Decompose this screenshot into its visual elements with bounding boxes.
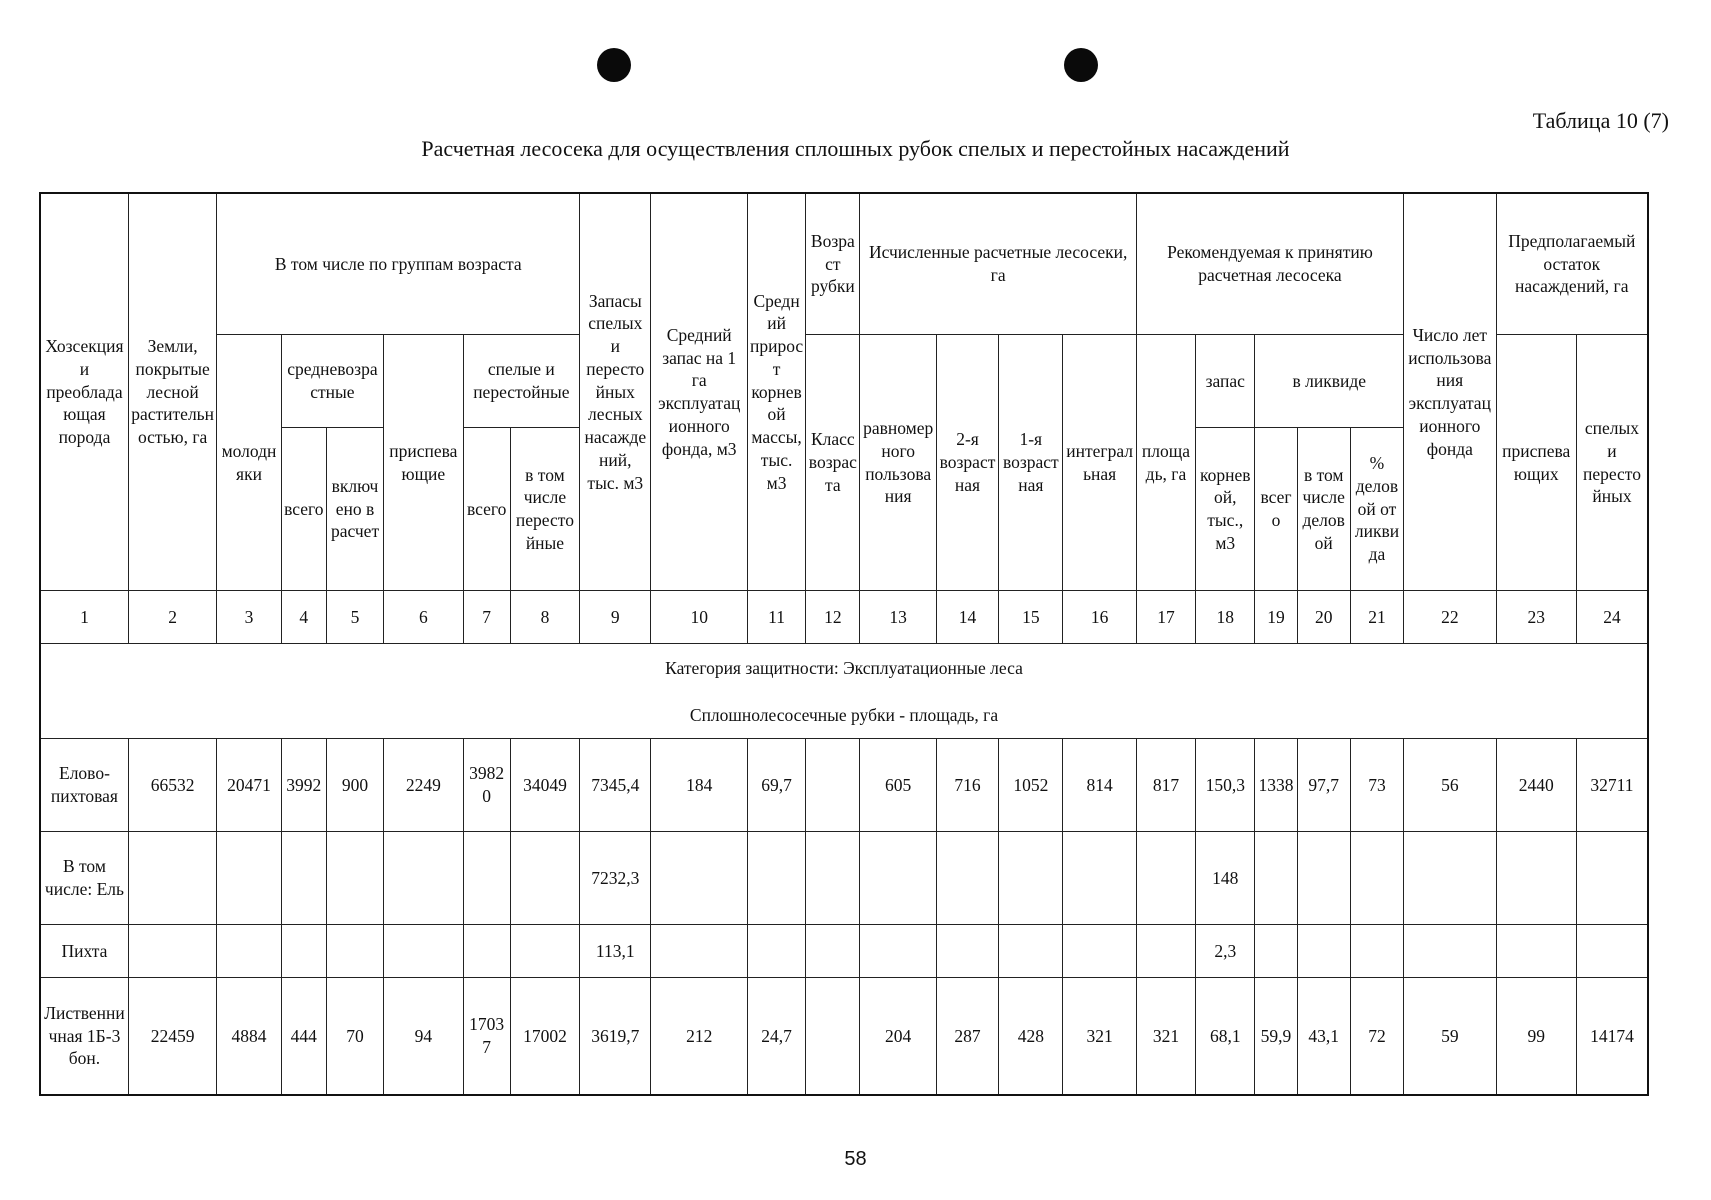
header-middle-total: всего	[281, 428, 326, 591]
header-overmature: в том числе перестойные	[510, 428, 579, 591]
table-cell: 148	[1196, 832, 1255, 925]
header-mature-total: всего	[463, 428, 510, 591]
table-cell	[806, 978, 860, 1096]
row-label: Елово-пихтовая	[40, 739, 128, 832]
row-label: Пихта	[40, 925, 128, 978]
table-cell	[1255, 925, 1297, 978]
header-integral: интегральная	[1063, 335, 1136, 591]
table-cell	[1350, 832, 1403, 925]
table-cell: 7232,3	[580, 832, 651, 925]
table-cell	[1255, 832, 1297, 925]
header-liquid-total: всего	[1255, 428, 1297, 591]
table-cell: 94	[384, 978, 463, 1096]
table-cell: 17037	[463, 978, 510, 1096]
column-number: 14	[936, 591, 998, 644]
column-number: 20	[1297, 591, 1350, 644]
column-numbers-row	[40, 591, 1648, 644]
header-liquid-commercial: в том числе деловой	[1297, 428, 1350, 591]
table-cell: 69,7	[747, 739, 805, 832]
table-cell: 7345,4	[580, 739, 651, 832]
header-ripening: приспевающие	[384, 335, 463, 591]
table-cell	[651, 832, 747, 925]
table-row	[40, 978, 1648, 1096]
column-number: 23	[1496, 591, 1576, 644]
header-stock: запас	[1196, 335, 1255, 428]
table-row	[40, 739, 1648, 832]
table-cell	[1496, 925, 1576, 978]
header-expected-remainder: Предполагаемый остаток насаждений, га	[1496, 193, 1648, 335]
table-cell	[1404, 832, 1496, 925]
table-cell: 817	[1136, 739, 1195, 832]
header-average-stock: Средний запас на 1 га эксплуатационного фонда, м3	[651, 193, 747, 591]
table-number: Таблица 10 (7)	[1532, 108, 1669, 133]
table-cell	[510, 832, 579, 925]
column-number: 6	[384, 591, 463, 644]
table-cell	[1576, 832, 1648, 925]
table-cell: 814	[1063, 739, 1136, 832]
table-cell: 97,7	[1297, 739, 1350, 832]
table-cell	[384, 832, 463, 925]
table-cell	[747, 925, 805, 978]
header-in-liquid: в ликвиде	[1255, 335, 1404, 428]
table-cell: 204	[860, 978, 936, 1096]
table-cell: 14174	[1576, 978, 1648, 1096]
data-table	[39, 192, 1649, 1096]
table-cell: 2440	[1496, 739, 1576, 832]
header-middle-aged: средневозрастные	[281, 335, 384, 428]
header-second-age: 2-я возрастная	[936, 335, 998, 591]
table-cell	[1297, 925, 1350, 978]
table-cell: 3992	[281, 739, 326, 832]
column-number: 13	[860, 591, 936, 644]
header-years-of-use: Число лет использования эксплуатационного фонда	[1404, 193, 1496, 591]
header-recommended-cut: Рекомендуемая к принятию расчетная лесосека	[1136, 193, 1403, 335]
column-number: 11	[747, 591, 805, 644]
table-cell: 34049	[510, 739, 579, 832]
table-cell	[1136, 925, 1195, 978]
table-cell	[806, 739, 860, 832]
table-cell	[1297, 832, 1350, 925]
table-cell	[281, 832, 326, 925]
column-number: 24	[1576, 591, 1648, 644]
table-cell	[806, 925, 860, 978]
column-number: 18	[1196, 591, 1255, 644]
header-age-class: Класс возраста	[806, 335, 860, 591]
table-cell	[510, 925, 579, 978]
header-mature-overmature: спелые и перестойные	[463, 335, 580, 428]
table-cell: 1052	[999, 739, 1063, 832]
header-section: Хозсекция и преобладающая порода	[40, 193, 128, 591]
table-cell: 43,1	[1297, 978, 1350, 1096]
table-row	[40, 832, 1648, 925]
table-cell: 444	[281, 978, 326, 1096]
header-middle-included: включено в расчет	[326, 428, 383, 591]
header-ripening-remainder: приспевающих	[1496, 335, 1576, 591]
header-area: площадь, га	[1136, 335, 1195, 591]
table-cell: 150,3	[1196, 739, 1255, 832]
table-cell: 321	[1063, 978, 1136, 1096]
table-cell	[1496, 832, 1576, 925]
table-cell: 17002	[510, 978, 579, 1096]
table-cell: 20471	[217, 739, 281, 832]
table-cell	[1136, 832, 1195, 925]
table-cell: 2,3	[1196, 925, 1255, 978]
punch-hole-right	[1064, 48, 1098, 82]
table-cell	[1063, 925, 1136, 978]
table-cell: 22459	[128, 978, 216, 1096]
header-uniform-use: равномерного пользования	[860, 335, 936, 591]
row-label: В том числе: Ель	[40, 832, 128, 925]
table-cell	[860, 925, 936, 978]
table-cell	[326, 925, 383, 978]
table-cell	[463, 925, 510, 978]
table-cell	[326, 832, 383, 925]
column-number: 8	[510, 591, 579, 644]
table-cell: 3619,7	[580, 978, 651, 1096]
table-cell: 1338	[1255, 739, 1297, 832]
column-number: 2	[128, 591, 216, 644]
header-age-groups: В том числе по группам возраста	[217, 193, 580, 335]
column-number: 15	[999, 591, 1063, 644]
table-cell: 900	[326, 739, 383, 832]
column-number: 17	[1136, 591, 1195, 644]
table-cell: 2249	[384, 739, 463, 832]
table-cell: 4884	[217, 978, 281, 1096]
column-number: 9	[580, 591, 651, 644]
table-cell: 24,7	[747, 978, 805, 1096]
header-root-stock: корневой, тыс., м3	[1196, 428, 1255, 591]
table-cell	[1063, 832, 1136, 925]
page-number: 58	[844, 1148, 867, 1170]
table-cell	[1350, 925, 1403, 978]
table-cell: 70	[326, 978, 383, 1096]
table-cell	[936, 925, 998, 978]
punch-hole-left	[597, 48, 631, 82]
column-number: 22	[1404, 591, 1496, 644]
table-cell: 716	[936, 739, 998, 832]
table-cell	[217, 832, 281, 925]
table-cell: 99	[1496, 978, 1576, 1096]
cutting-type: Сплошнолесосечные рубки - площадь, га	[40, 692, 1648, 739]
column-number: 19	[1255, 591, 1297, 644]
table-cell: 59	[1404, 978, 1496, 1096]
table-cell	[860, 832, 936, 925]
table-cell: 321	[1136, 978, 1195, 1096]
table-cell	[1404, 925, 1496, 978]
table-cell	[128, 925, 216, 978]
header-covered-lands: Земли, покрытые лесной растительностью, га	[128, 193, 216, 591]
column-number: 1	[40, 591, 128, 644]
table-cell: 605	[860, 739, 936, 832]
table-cell	[384, 925, 463, 978]
table-cell	[128, 832, 216, 925]
table-cell	[999, 832, 1063, 925]
table-cell: 73	[1350, 739, 1403, 832]
header-cutting-age: Возраст рубки	[806, 193, 860, 335]
table-cell: 428	[999, 978, 1063, 1096]
table-cell	[936, 832, 998, 925]
table-cell	[747, 832, 805, 925]
header-average-growth: Средний прирост корневой массы, тыс. м3	[747, 193, 805, 591]
column-number: 21	[1350, 591, 1403, 644]
table-cell: 68,1	[1196, 978, 1255, 1096]
table-row	[40, 925, 1648, 978]
table-title: Расчетная лесосека для осуществления сплошных рубок спелых и перестойных насаждений	[421, 136, 1290, 161]
table-cell: 39820	[463, 739, 510, 832]
table-cell	[806, 832, 860, 925]
table-cell: 287	[936, 978, 998, 1096]
column-number: 12	[806, 591, 860, 644]
table-cell: 212	[651, 978, 747, 1096]
table-cell: 66532	[128, 739, 216, 832]
header-mature-stock: Запасы спелых и перестойных лесных насаждений, тыс. м3	[580, 193, 651, 591]
table-cell	[463, 832, 510, 925]
table-cell: 72	[1350, 978, 1403, 1096]
column-number: 4	[281, 591, 326, 644]
column-number: 3	[217, 591, 281, 644]
table-cell: 59,9	[1255, 978, 1297, 1096]
protection-category: Категория защитности: Эксплуатационные леса	[40, 644, 1648, 693]
table-cell	[999, 925, 1063, 978]
table-cell: 56	[1404, 739, 1496, 832]
table-cell: 32711	[1576, 739, 1648, 832]
column-number: 5	[326, 591, 383, 644]
row-label: Лиственничная 1Б-3 бон.	[40, 978, 128, 1096]
header-first-age: 1-я возрастная	[999, 335, 1063, 591]
column-number: 16	[1063, 591, 1136, 644]
column-number: 7	[463, 591, 510, 644]
table-cell: 113,1	[580, 925, 651, 978]
header-mature-remainder: спелых и перестойных	[1576, 335, 1648, 591]
table-cell	[281, 925, 326, 978]
header-commercial-percent: % деловой от ликвида	[1350, 428, 1403, 591]
header-calculated-cuts: Исчисленные расчетные лесосеки, га	[860, 193, 1136, 335]
table-cell	[651, 925, 747, 978]
table-cell: 184	[651, 739, 747, 832]
table-cell	[217, 925, 281, 978]
table-cell	[1576, 925, 1648, 978]
column-number: 10	[651, 591, 747, 644]
header-young: молодняки	[217, 335, 281, 591]
